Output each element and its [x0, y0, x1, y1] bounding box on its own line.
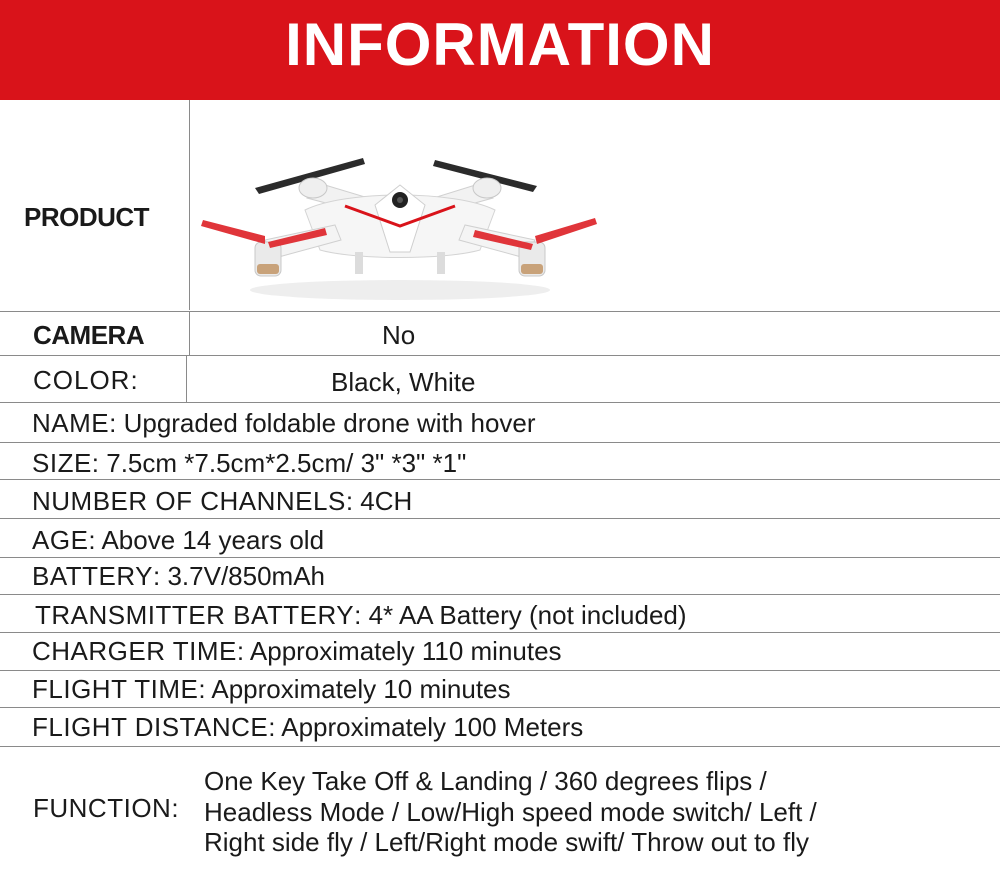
spec-value: 4CH — [360, 486, 413, 516]
spec-row-size — [32, 448, 466, 479]
product-divider — [189, 100, 190, 310]
color-label: COLOR: — [33, 365, 139, 395]
function-line: One Key Take Off & Landing / 360 degrees flips / — [204, 766, 767, 796]
function-line: Headless Mode / Low/High speed mode switch/ Left / — [204, 797, 817, 827]
product-label: PRODUCT — [24, 202, 150, 232]
divider — [0, 402, 1000, 403]
divider — [0, 355, 1000, 356]
spec-value: Above 14 years old — [101, 525, 325, 555]
spec-value: Upgraded foldable drone with hover — [123, 408, 536, 438]
spec-sep: : — [88, 525, 102, 555]
drone-image — [195, 140, 605, 315]
spec-sep: : — [354, 600, 369, 630]
divider — [0, 594, 1000, 595]
color-divider — [186, 355, 187, 402]
divider — [0, 670, 1000, 671]
spec-row-age — [32, 525, 324, 556]
spec-key: FLIGHT DISTANCE — [32, 712, 269, 742]
spec-value: 3.7V/850mAh — [167, 561, 326, 591]
spec-row-name — [32, 408, 536, 439]
spec-sep: : — [198, 674, 212, 704]
color-value: Black, White — [331, 367, 476, 397]
spec-sep: : — [345, 486, 361, 516]
camera-label: CAMERA — [33, 320, 145, 350]
spec-row-flight-time — [32, 674, 511, 705]
divider — [0, 632, 1000, 633]
function-line: Right side fly / Left/Right mode swift/ Throw out to fly — [204, 827, 809, 857]
spec-sep: : — [109, 408, 124, 438]
spec-value: Approximately 100 Meters — [281, 712, 584, 742]
header-banner — [0, 0, 1000, 100]
divider — [0, 311, 1000, 312]
spec-sep: : — [153, 561, 168, 591]
divider — [0, 746, 1000, 747]
divider — [0, 707, 1000, 708]
spec-value: Approximately 110 minutes — [249, 636, 562, 666]
spec-sep: : — [268, 712, 282, 742]
divider — [0, 518, 1000, 519]
spec-row-charger-time — [32, 636, 562, 667]
spec-value: Approximately 10 minutes — [211, 674, 511, 704]
function-label: FUNCTION: — [33, 793, 180, 823]
spec-row-battery — [32, 561, 325, 592]
spec-row-flight-distance — [32, 712, 583, 743]
spec-key: AGE — [32, 525, 89, 555]
divider — [0, 442, 1000, 443]
divider — [0, 479, 1000, 480]
spec-sep: : — [91, 448, 107, 478]
spec-key: CHARGER TIME — [32, 636, 237, 666]
spec-key: SIZE — [32, 448, 92, 478]
spec-row-transmitter-battery — [35, 600, 687, 631]
spec-key: NUMBER OF CHANNELS — [32, 486, 346, 516]
spec-key: FLIGHT TIME — [32, 674, 199, 704]
spec-row-channels — [32, 486, 412, 517]
spec-key: TRANSMITTER BATTERY — [35, 600, 355, 630]
spec-value: 7.5cm *7.5cm*2.5cm/ 3" *3" *1" — [106, 448, 467, 478]
camera-value: No — [382, 320, 416, 350]
divider — [0, 557, 1000, 558]
spec-value: 4* AA Battery (not included) — [368, 600, 687, 630]
camera-divider — [189, 311, 190, 355]
spec-key: NAME — [32, 408, 110, 438]
page-title: INFORMATION — [285, 10, 715, 78]
spec-sep: : — [236, 636, 250, 666]
spec-key: BATTERY — [32, 561, 154, 591]
